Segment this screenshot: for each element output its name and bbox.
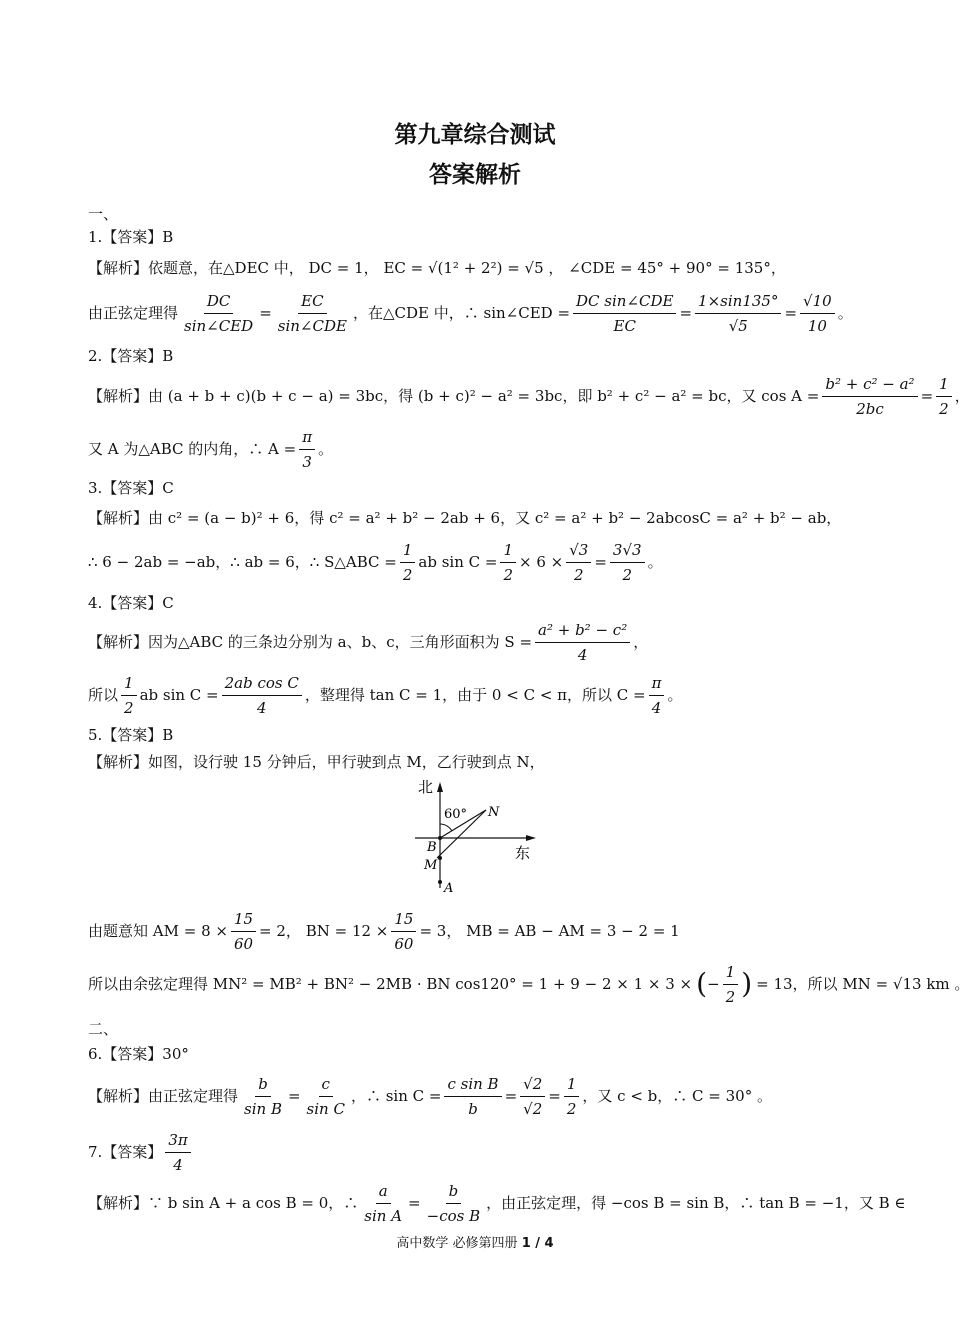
q1-fraction-2: $\frac{EC}{\text{sin∠CDE}}$ <box>277 291 347 335</box>
q6-answer: 6.【答案】30° <box>88 1045 189 1063</box>
q6-analysis-line1: 【解析】由正弦定理得 $\frac{b}{\text{sin B}}$ = $\frac{c}{\text{sin C}}$ ，∴ sin C = $\frac{\text{c sin B}}{b}$ = $\frac{√2}{√2}$ = $\frac{1}{2}$ ，又 c < b，∴ C = 30° 。 <box>88 1074 772 1118</box>
q7-fraction-2: $\frac{b}{\text{−cos B}}$ <box>426 1181 481 1225</box>
q4-fraction-1: $\frac{\text{a² + b² − c²}}{4}$ <box>535 620 630 665</box>
q4-text: 【解析】因为△ABC 的三条边分别为 a、b、c，三角形面积为 S = <box>88 633 533 651</box>
label-b: B <box>427 840 437 855</box>
q5-analysis-line2: 由题意知 AM = 8 × $\frac{15}{60}$ = 2， BN = 12 × $\frac{15}{60}$ = 3， MB = AB − AM = 3 − 2 = 1 <box>88 909 680 953</box>
q1-fraction-5: $\frac{√10}{10}$ <box>800 291 835 336</box>
q1-text: 由正弦定理得 <box>88 304 179 322</box>
section-two-label: 二、 <box>88 1020 119 1038</box>
label-a: A <box>444 881 454 896</box>
label-n: N <box>488 805 500 820</box>
q2-analysis-line2: 又 A 为△ABC 的内角，∴ A = $\frac{\pi}{3}$ 。 <box>88 427 334 471</box>
angle-label: 60° <box>444 807 468 822</box>
q5-fraction-3: $\frac{1}{2}$ <box>723 962 739 1007</box>
q3-analysis-line2: ∴ 6 − 2ab = −ab，∴ ab = 6，∴ S△ABC = $\frac{1}{2}$ ab sin C = $\frac{1}{2}$ × 6 × $\frac{√3}{2}$ = $\frac{3√3}{2}$ 。 <box>88 540 663 584</box>
q5-answer: 5.【答案】B <box>88 726 174 744</box>
q1-analysis-line1: 【解析】依题意，在△DEC 中， DC = 1， EC = √(1² + 2²) = √5 ， ∠CDE = 45° + 90° = 135°， <box>88 259 786 277</box>
q3-fraction-1: $\frac{1}{2}$ <box>400 540 416 585</box>
q5-fraction-1: $\frac{15}{60}$ <box>231 909 256 954</box>
q1-analysis-line2: 由正弦定理得 $\frac{DC}{\text{sin∠CED}}$ = $\frac{EC}{\text{sin∠CDE}}$ ，在△CDE 中，∴ sin∠CED = $\frac{\text{DC sin∠CDE}}{EC}$ = $\frac{1\times\sin 135^\circ}{√5}$ = $\frac{√10}{10}$ 。 <box>88 291 853 335</box>
q2-answer: 2.【答案】B <box>88 347 174 365</box>
q6-fraction-2: $\frac{c}{\text{sin C}}$ <box>306 1074 345 1118</box>
q2-text: 【解析】由 (a + b + c)(b + c − a) = 3bc，得 (b + c)² − a² = 3bc，即 b² + c² − a² = bc，又 cos A = <box>88 387 820 405</box>
direction-diagram <box>400 770 550 900</box>
q7-answer-label: 7.【答案】 <box>88 1143 163 1161</box>
q6-fraction-5: $\frac{1}{2}$ <box>564 1074 580 1119</box>
east-arrow-icon <box>526 835 536 841</box>
q3-analysis-line1: 【解析】由 c² = (a − b)² + 6，得 c² = a² + b² − 2ab + 6，又 c² = a² + b² − 2abcosC = a² + b² − ab， <box>88 509 842 527</box>
q3-fraction-4: $\frac{3√3}{2}$ <box>610 540 645 585</box>
q7-answer <box>88 1124 194 1180</box>
q4-analysis-line2: 所以 $\frac{1}{2}$ ab sin C = $\frac{\text{2ab cos C}}{4}$ ，整理得 tan C = 1，由于 0 < C < π，所以 C = $\frac{\pi}{4}$ 。 <box>88 673 683 717</box>
section-one-label: 一、 <box>88 205 119 223</box>
q6-fraction-3: $\frac{\text{c sin B}}{b}$ <box>444 1074 501 1119</box>
q5-analysis-line3: 所以由余弦定理得 MN² = MB² + BN² − 2MB · BN cos120° = 1 + 9 − 2 × 1 × 3 × ( − $\frac{1}{2}$ ) = 13，所以 MN = √13 km 。 <box>88 962 970 1006</box>
q5-text: 由题意知 AM = 8 × <box>88 922 228 940</box>
q6-fraction-1: $\frac{b}{\text{sin B}}$ <box>244 1074 282 1118</box>
q3-fraction-2: $\frac{1}{2}$ <box>500 540 516 585</box>
q7-answer-fraction: $\frac{3\pi}{4}$ <box>165 1130 190 1175</box>
q5-analysis-line1: 【解析】如图，设行驶 15 分钟后，甲行驶到点 M，乙行驶到点 N， <box>88 753 545 771</box>
page-subtitle: 答案解析 <box>429 162 521 188</box>
q4-fraction-2: $\frac{1}{2}$ <box>121 673 137 718</box>
q4-text-2: 所以 <box>88 686 119 704</box>
q2-text-2: 又 A 为△ABC 的内角，∴ A = <box>88 440 297 458</box>
q1-answer: 1.【答案】B <box>88 228 174 246</box>
page-footer <box>0 1232 950 1251</box>
q7-text: 【解析】∵ b sin A + a cos B = 0，∴ <box>88 1194 359 1212</box>
q7-fraction-1: $\frac{a}{\text{sin A}}$ <box>364 1181 403 1225</box>
q1-fraction-1: $\frac{DC}{\text{sin∠CED}}$ <box>184 291 254 335</box>
north-label: 北 <box>418 778 434 796</box>
q2-analysis-line1: 【解析】由 (a + b + c)(b + c − a) = 3bc，得 (b + c)² − a² = 3bc，即 b² + c² − a² = bc，又 cos A = $\frac{\text{b² + c² − a²}}{2bc}$ = $\frac{1}{2}$ ， <box>88 374 970 418</box>
q5-text-3: 所以由余弦定理得 MN² = MB² + BN² − 2MB · BN cos120° = 1 + 9 − 2 × 1 × 3 × <box>88 975 693 993</box>
q2-fraction-1: $\frac{\text{b² + c² − a²}}{2bc}$ <box>822 374 917 419</box>
point-a <box>438 880 442 884</box>
footer-label: 高中数学 必修第四册 <box>396 1236 518 1251</box>
q3-answer: 3.【答案】C <box>88 479 174 497</box>
q2-fraction-2: $\frac{1}{2}$ <box>936 374 952 419</box>
q3-fraction-3: $\frac{√3}{2}$ <box>566 540 591 585</box>
point-b <box>438 836 442 840</box>
page-title: 第九章综合测试 <box>394 122 556 148</box>
point-m <box>438 856 442 860</box>
east-label: 东 <box>515 844 531 862</box>
angle-arc <box>440 824 452 831</box>
q2-fraction-3: $\frac{\pi}{3}$ <box>299 427 315 472</box>
q7-analysis-line1: 【解析】∵ b sin A + a cos B = 0，∴ $\frac{a}{\text{sin A}}$ = $\frac{b}{\text{−cos B}}$ ，由正弦定理，得 −cos B = sin B，∴ tan B = −1，又 B ∈ <box>88 1181 906 1225</box>
q5-fraction-2: $\frac{15}{60}$ <box>391 909 416 954</box>
q4-analysis-line1: 【解析】因为△ABC 的三条边分别为 a、b、c，三角形面积为 S = $\frac{\text{a² + b² − c²}}{4}$ ， <box>88 620 649 664</box>
page-number: 1 / 4 <box>521 1236 554 1251</box>
q4-fraction-3: $\frac{\text{2ab cos C}}{4}$ <box>222 673 302 718</box>
q6-text: 【解析】由正弦定理得 <box>88 1087 239 1105</box>
q3-text: ∴ 6 − 2ab = −ab，∴ ab = 6，∴ S△ABC = <box>88 553 397 571</box>
north-arrow-icon <box>437 782 443 792</box>
q1-fraction-4: $\frac{1\times\sin 135^\circ}{√5}$ <box>695 291 781 336</box>
q4-answer: 4.【答案】C <box>88 594 174 612</box>
label-m: M <box>424 858 438 873</box>
q6-fraction-4: $\frac{√2}{√2}$ <box>520 1074 545 1119</box>
q1-fraction-3: $\frac{\text{DC sin∠CDE}}{EC}$ <box>573 291 676 336</box>
q1-text-mid: ，在△CDE 中，∴ sin∠CED = <box>352 304 571 322</box>
q4-fraction-4: $\frac{\pi}{4}$ <box>649 673 665 718</box>
